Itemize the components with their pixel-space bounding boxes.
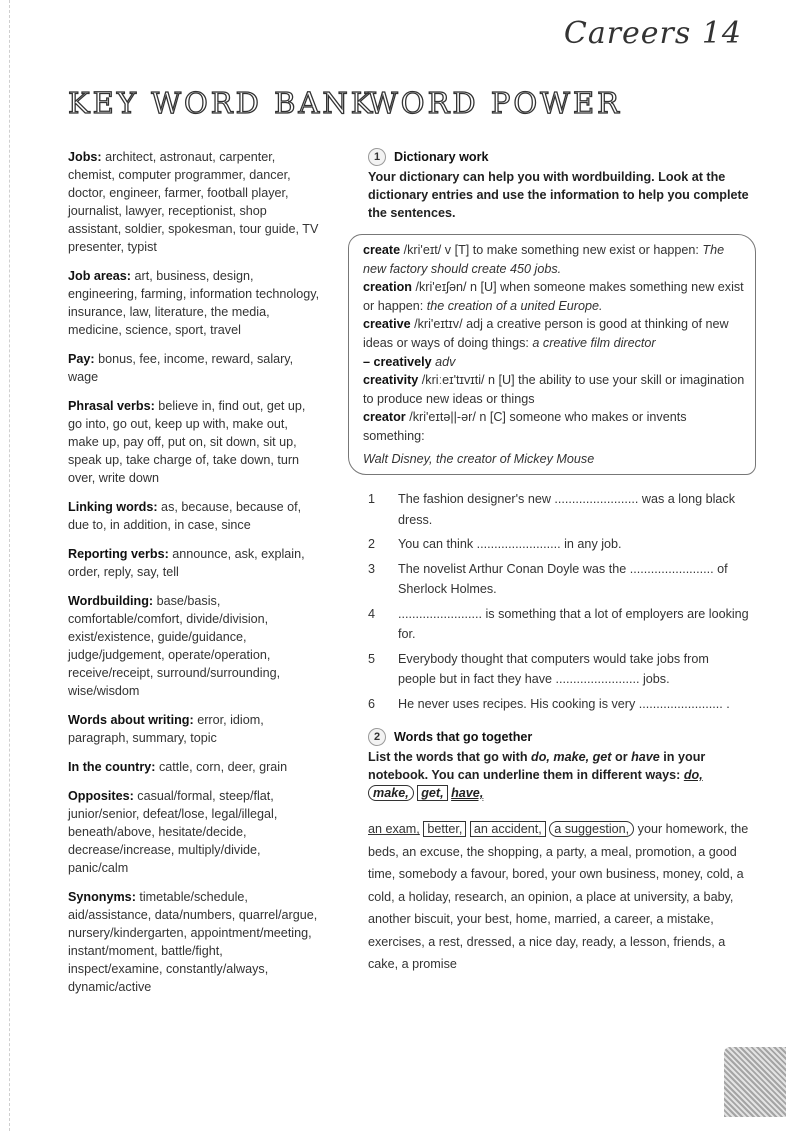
kw-entry-reporting-verbs [68,545,320,581]
mark-circle-example: make, [368,785,414,801]
word-boxed: better, [423,821,466,837]
dictionary-entry: – creatively adv [363,354,456,369]
kw-entry-pay [68,350,320,386]
word-circled: a suggestion, [549,821,634,837]
kw-text: casual/formal, steep/flat, junior/senior, defeat/lose, legal/illegal, beneath/above, hesitate/decide, decrease/increase, multiply/divide, panic/calm [68,789,278,875]
kw-label: In the country: [68,760,156,774]
kw-label: Jobs: [68,150,102,164]
exercise1-intro: Your dictionary can help you with wordbuilding. Look at the dictionary entries and use the information to help you complete the sentences. [368,170,749,220]
list-item: 1 The fashion designer's new ........................ was a long black dress. [368,492,735,527]
exercise2-heading [368,728,750,746]
word-power-title: WORD POWER [368,86,622,120]
exercise1-heading [368,148,750,166]
kw-text: announce, ask, explain, order, reply, say, tell [68,547,305,579]
kw-text: architect, astronaut, carpenter, chemist, computer programmer, dancer, doctor, engineer, farmer, football player, journalist, lawyer, receptionist, shop assistant, soldier, spokesman, tour guide, TV presenter, typist [68,150,319,254]
kw-entry-synonyms [68,888,320,996]
page-edge-line [9,0,11,1131]
word-power-column [363,148,750,988]
kw-label: Pay: [68,352,95,366]
mark-underline-example: do, [683,768,703,783]
kw-entry-words-about-writing [68,711,320,747]
mark-double-underline-example: have, [451,786,484,801]
dictionary-entry: creativity /kriːeɪ'tɪvɪti/ n [U] the ability to use your skill or imagination to produce new ideas or things [363,373,745,406]
key-word-bank-title: KEY WORD BANK [68,86,376,120]
dictionary-entry: create /kri'eɪt/ v [T] to make something new exist or happen: The new factory should create 450 jobs. [363,243,725,276]
kw-text: believe in, find out, get up, go into, go out, keep up with, make out, make up, pay off, put on, sit down, sit up, speak up, take charge of, take down, turn over, write down [68,399,306,485]
kw-entry-linking-words [68,498,320,534]
word-boxed: an accident, [470,821,546,837]
kw-label: Reporting verbs: [68,547,169,561]
kw-text: bonus, fee, income, reward, salary, wage [68,352,294,384]
kw-entry-phrasal-verbs [68,397,320,487]
kw-text: art, business, design, engineering, farming, information technology, insurance, law, literature, the media, medicine, science, sport, travel [68,269,320,337]
kw-text: as, because, because of, due to, in addition, in case, since [68,500,302,532]
key-word-bank-column [68,148,320,1007]
exercise2-intro: List the words that go with do, make, get or have in your notebook. You can underline them in different ways: do, make, get, have, [368,750,706,801]
kw-label: Opposites: [68,789,134,803]
kw-label: Job areas: [68,269,131,283]
exercise-number-badge: 1 [368,148,386,166]
kw-label: Linking words: [68,500,158,514]
kw-entry-wordbuilding [68,592,320,700]
list-item: 3 The novelist Arthur Conan Doyle was the ........................ of Sherlock Holmes. [368,561,728,597]
kw-entry-opposites [68,787,320,877]
word-list [368,818,750,976]
exercise2-title: Words that go together [394,730,533,745]
kw-entry-job-areas [68,267,320,339]
kw-label: Wordbuilding: [68,594,154,608]
list-item: 4 ........................ is something that a lot of employers are looking for. [368,606,749,642]
kw-text: cattle, corn, deer, grain [155,760,288,774]
dictionary-entry: creation /kri'eɪʃən/ n [U] when someone makes something new exist or happen: the creation of a united Europe. [363,280,744,313]
list-item: 6 He never uses recipes. His cooking is very ........................ . [368,696,730,711]
kw-text: base/basis, comfortable/comfort, divide/division, exist/existence, guide/guidance, judge/judgement, operate/operation, receive/receipt, surround/surrounding, wise/wisdom [68,594,281,698]
dictionary-entry: creative /kri'eɪtɪv/ adj a creative person is good at thinking of new ideas or ways of doing things: a creative film director [363,317,729,350]
kw-entry-jobs [68,148,320,256]
dictionary-entry: creator /kri'eɪtə||-ər/ n [C] someone who makes or invents something: [363,410,687,443]
kw-entry-in-the-country [68,758,320,776]
word-underlined: an exam, [368,822,420,837]
list-item: 2 You can think ........................ in any job. [368,537,622,552]
list-item: 5 Everybody thought that computers would take jobs from people but in fact they have ........................ jobs. [368,651,709,687]
kw-label: Phrasal verbs: [68,399,155,413]
mark-box-example: get, [417,785,447,801]
kw-text: error, idiom, paragraph, summary, topic [68,713,264,745]
exercise2 [368,728,750,976]
exercise-number-badge: 2 [368,728,386,746]
exercise1-title: Dictionary work [394,150,489,164]
sentence-list [368,489,750,714]
kw-label: Words about writing: [68,713,194,727]
dictionary-entry-example: Walt Disney, the creator of Mickey Mouse [363,451,595,466]
dictionary-entries-box [348,234,756,475]
kw-label: Synonyms: [68,890,136,904]
kw-text: timetable/schedule, aid/assistance, data/numbers, quarrel/argue, nursery/kindergarten, appointment/meeting, instant/moment, battle/fight, inspect/examine, constantly/always, dynamic/active [68,890,318,994]
chapter-header: Careers 14 [563,16,742,51]
word-list-rest: your homework, the beds, an excuse, the shopping, a party, a meal, promotion, a good time, somebody a favour, bored, your own business, money, cold, a cold, a holiday, research, an opinion, a place at university, a baby, another biscuit, your best, home, married, a career, a mistake, exercises, a rest, dressed, a nice day, ready, a lesson, friends, a cake, a promise [368,822,749,972]
page-corner-mark [724,1047,786,1117]
